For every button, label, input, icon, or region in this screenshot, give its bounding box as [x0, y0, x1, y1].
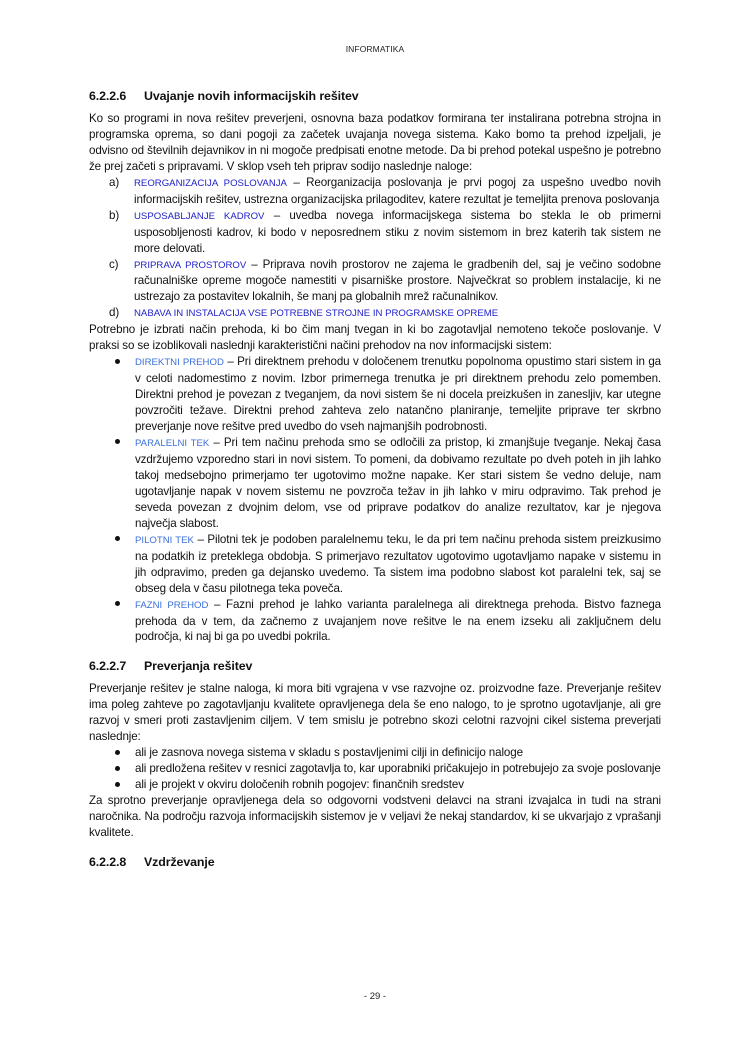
list-item-text: – Priprava novih prostorov ne zajema le gradbenih del, saj je večino sodobne računalniške opreme mogoče namestiti v pisarniške prostore. Največkrat so problem instalacije, ki ne ustrezajo za postavitev lokalnih, še manj pa globalnih mrež računalnikov. — [134, 257, 661, 304]
list-item — [89, 777, 661, 793]
bullet-icon — [89, 761, 135, 777]
section-title: Uvajanje novih informacijskih rešitev — [144, 89, 359, 103]
term-label: DIREKTNI PREHOD — [135, 357, 224, 369]
section-number: 6.2.2.8 — [89, 854, 127, 869]
paragraph: Ko so programi in nova rešitev preverjeni, osnovna baza podatkov formirana ter instalirana potrebna strojna in programska oprema, so dani pogoji za začetek uvajanja novega sistema. Kako bomo ta prehod izpeljali, je odvisno od številnih dejavnikov in ni mogoče predpisati enotne metode. Da bi prehod potekal uspešno je potrebno že prej začeti s pripravami. V sklop vseh teh priprav sodijo naslednje naloge: — [89, 111, 661, 173]
bullet-icon — [89, 745, 135, 761]
paragraph: Potrebno je izbrati način prehoda, ki bo čim manj tvegan in ki bo zagotavljal nemoteno tekoče poslovanje. V praksi so se izoblikovali naslednji karakteristični načini prehodov na nov informacijski sistem: — [89, 323, 661, 353]
list-item — [89, 208, 661, 257]
list-item — [89, 354, 661, 435]
term-label: PILOTNI TEK — [135, 534, 194, 546]
task-list — [89, 175, 661, 323]
bullet-icon — [89, 435, 135, 532]
list-item — [89, 305, 661, 322]
term-label: FAZNI PREHOD — [135, 599, 209, 611]
list-item-text: – uvedba novega informacijskega sistema bo stekla le ob primerni usposobljenosti kadrov, ki bodo v neposrednem stiku z novim sistemom in brez katerih tak sistem ne more delovati. — [134, 208, 661, 255]
term-label: NABAVA IN INSTALACIJA VSE POTREBNE STROJNE IN PROGRAMSKE OPREME — [134, 308, 499, 320]
list-item — [89, 435, 661, 532]
list-item-text: – Fazni prehod je lahko varianta paralelnega ali direktnega prehoda. Bistvo faznega prehoda da v tem, da začnemo z uvajanjem nove rešitve le na enem izseku ali zaključnem delu področja, ki naj bi ga po uvedbi pokrila. — [135, 597, 661, 644]
term-label: USPOSABLJANJE KADROV — [134, 210, 265, 222]
list-item-text: ali je projekt v okviru določenih robnih pogojev: finančnih sredstev — [135, 778, 464, 792]
section-heading — [89, 659, 661, 675]
bullet-icon — [89, 354, 135, 435]
list-item-text: ali predložena rešitev v resnici zagotavlja to, kar uporabniki pričakujejo in potrebujejo za svoje poslovanje — [135, 762, 661, 776]
list-marker: a) — [109, 175, 120, 189]
section-title: Vzdrževanje — [144, 854, 215, 869]
list-item — [89, 597, 661, 646]
list-item-text: ali je zasnova novega sistema v skladu s postavljenimi cilji in definicijo naloge — [135, 746, 523, 760]
paragraph: Za sprotno preverjanje opravljenega dela so odgovorni vodstveni delavci na strani izvajalca in tudi na strani naročnika. Na področju razvoja informacijskih sistemov je v veljavi že nekaj standardov, ki se ukvarjajo z vprašanji kvalitete. — [89, 794, 661, 839]
term-label: PRIPRAVA PROSTOROV — [134, 259, 247, 271]
term-label: PARALELNI TEK — [135, 438, 210, 450]
bullet-icon — [89, 532, 135, 597]
list-item — [89, 175, 661, 208]
list-item — [89, 761, 661, 777]
list-item — [89, 745, 661, 761]
check-list — [89, 745, 661, 793]
list-marker: d) — [109, 306, 120, 320]
bullet-icon — [89, 777, 135, 793]
document-body — [89, 89, 661, 877]
bullet-icon — [89, 597, 135, 646]
list-item-text: – Pilotni tek je podoben paralelnemu teku, le da pri tem načinu prehoda sistem preizkusimo na podatkih iz preteklega obdobja. S primerjavo rezultatov ugotovimo ugotavljamo napake v sistemu in jih odpravimo, preden ga dejansko uvedemo. Ta sistem ima podobno slabost kot paralelni tek, saj se obseg dela v času pilotnega teka poveča. — [135, 532, 662, 595]
list-item — [89, 532, 661, 597]
page-number: - 29 - — [363, 991, 387, 1002]
term-label: REORGANIZACIJA POSLOVANJA — [134, 177, 287, 189]
list-marker: c) — [109, 257, 119, 271]
list-item-text: – Pri tem načinu prehoda smo se odločili za pristop, ki zmanjšuje tveganje. Nekaj časa vzdržujemo vzporedno stari in novi sistem. To pomeni, da dobivamo rezultate po dveh poteh in jih lahko takoj medsebojno primerjamo ter ugotovimo možne napake. Ker stari sistem še vedno deluje, nam ugotavljanje napak v novem sistemu ne povzroča težav in jih lahko v miru odpravimo. Tak prehod je seveda povezan z dvojnim delom, vse od priprave podatkov do analize rezultatov, kar je njegova največja slabost. — [135, 436, 662, 530]
method-list — [89, 354, 661, 645]
section-number: 6.2.2.6 — [89, 89, 127, 103]
section-heading — [89, 855, 661, 871]
section-title: Preverjanja rešitev — [144, 659, 253, 674]
list-item-text: – Pri direktnem prehodu v določenem trenutku popolnoma opustimo stari sistem in ga v celoti nadomestimo z novim. Izbor primernega trenutka je pri direktnem prehodu zelo pomemben. Direktni prehod je povezan z tveganjem, da novi sistem še ni docela preizkušen in zanesljiv, kar utegne povzročiti težave. Direktni prehod zahteva zelo natančno planiranje, temeljite priprave ter skrbno preverjanje nove rešitve pred uvedbo do vseh najmanjših podrobnosti. — [135, 355, 661, 434]
section-number: 6.2.2.7 — [89, 659, 127, 674]
list-marker: b) — [109, 208, 120, 222]
list-item — [89, 257, 661, 306]
running-header: INFORMATIKA — [345, 44, 405, 54]
section-heading — [89, 89, 661, 105]
list-item-text: – Reorganizacija poslovanja je prvi pogoj za uspešno uvedbo novih informacijskih rešitev, ustrezna organizacijska prilagoditev, katere rezultat je temeljita prenova poslovanja — [134, 175, 661, 206]
paragraph: Preverjanje rešitev je stalne naloga, ki mora biti vgrajena v vse razvojne oz. proizvodne faze. Preverjanje rešitev ima poleg zahteve po zagotavljanju kvalitete opravljenega dela še eno nalogo, to je sprotno ugotavljanje, ali gre razvoj v smeri proti zastavljenim ciljem. V tem smislu je potrebno skozi celotni razvojni cikel sistema preverjati naslednje: — [89, 682, 661, 744]
